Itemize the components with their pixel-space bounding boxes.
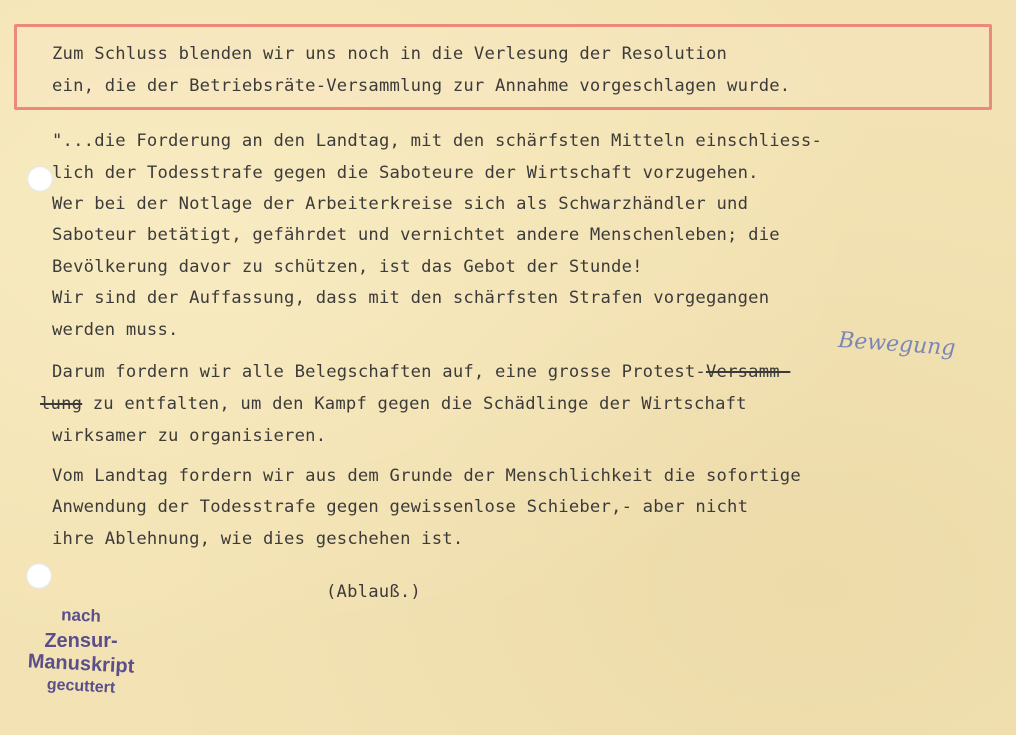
para2-line-2-text: zu entfalten, um den Kampf gegen die Schädlinge der Wirtschaft (82, 394, 747, 414)
handwritten-correction: Bewegung (837, 327, 957, 362)
stamp-line-3: Manuskript (27, 650, 135, 678)
para2-line-1-text: Darum fordern wir alle Belegschaften auf, eine grosse Protest- (52, 362, 706, 382)
para2-line-1 (52, 362, 790, 382)
stamp-line-2: Zensur- (44, 630, 118, 652)
stamp-line-4: gecuttert (46, 676, 116, 697)
para1-line-2: lich der Todesstrafe gegen die Saboteure der Wirtschaft vorzugehen. (52, 163, 759, 183)
para3-line-2: Anwendung der Todesstrafe gegen gewissenlose Schieber,- aber nicht (52, 497, 749, 517)
applause-note: (Ablauß.) (326, 582, 421, 602)
para1-line-5: Bevölkerung davor zu schützen, ist das Gebot der Stunde! (52, 257, 643, 277)
para2-line-2 (40, 394, 747, 414)
para1-line-7: werden muss. (52, 320, 179, 340)
intro-line-1: Zum Schluss blenden wir uns noch in die Verlesung der Resolution (52, 44, 728, 64)
para1-line-6: Wir sind der Auffassung, dass mit den schärfsten Strafen vorgegangen (52, 288, 770, 308)
struck-word-cont: lung (40, 394, 83, 414)
stamp-line-1: nach (60, 605, 102, 626)
intro-line-2: ein, die der Betriebsräte-Versammlung zur Annahme vorgeschlagen wurde. (52, 76, 791, 96)
para1-line-1: "...die Forderung an den Landtag, mit den schärfsten Mitteln einschliess- (52, 131, 822, 151)
punch-hole-bottom (26, 563, 52, 589)
para2-line-3: wirksamer zu organisieren. (52, 426, 327, 446)
censorship-stamp (16, 606, 146, 696)
para3-line-3: ihre Ablehnung, wie dies geschehen ist. (52, 529, 464, 549)
para1-line-3: Wer bei der Notlage der Arbeiterkreise sich als Schwarzhändler und (52, 194, 749, 214)
para1-line-4: Saboteur betätigt, gefährdet und vernichtet andere Menschenleben; die (52, 225, 780, 245)
struck-word: Versamm- (705, 362, 791, 382)
highlight-box (14, 24, 992, 110)
punch-hole-top (27, 166, 53, 192)
para3-line-1: Vom Landtag fordern wir aus dem Grunde der Menschlichkeit die sofortige (52, 466, 801, 486)
